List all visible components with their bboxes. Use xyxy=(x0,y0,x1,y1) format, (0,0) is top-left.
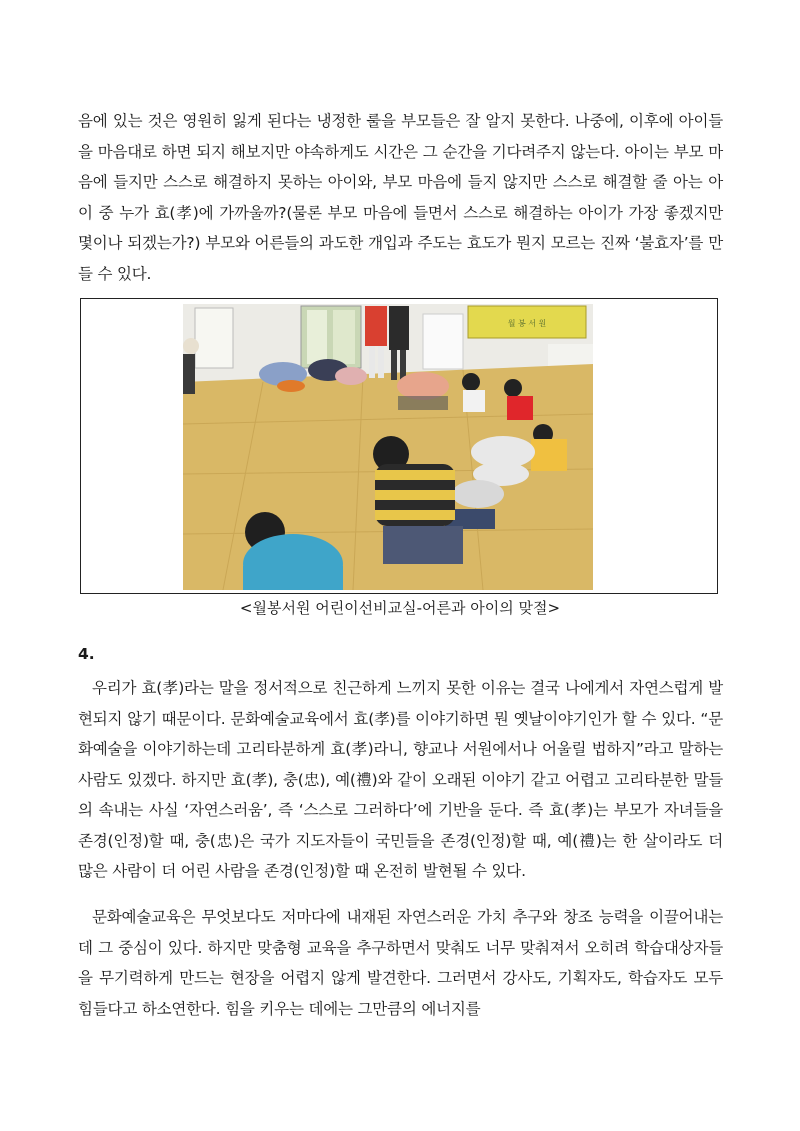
paragraph-intro: 음에 있는 것은 영원히 잃게 된다는 냉정한 룰을 부모들은 잘 알지 못한다. 나중에, 이후에 아이들을 마음대로 하면 되지 해보지만 야속하게도 시간은 그 순간을 기다려주지 않는다. 아이는 부모 마음에 들지만 스스로 해결하지 못하는 아이와, 부모 마음에 들지 않지만 스스로 해결할 줄 아는 아이 중 누가 효(孝)에 가까울까?(물론 부모 마음에 들면서 스스로 해결하는 아이가 가장 좋겠지만 몇이나 되겠는가?) 부모와 어른들의 과도한 개입과 주도는 효도가 뭔지 모르는 진짜 ‘불효자’를 만들 수 있다. xyxy=(78,112,723,283)
section-number: 4. xyxy=(78,645,95,663)
paragraph-section-4: 우리가 효(孝)라는 말을 정서적으로 친근하게 느끼지 못한 이유는 결국 나에게서 자연스럽게 발현되지 않기 때문이다. 문화예술교육에서 효(孝)를 이야기하면 뭔 옛날이야기인가 할 수 있다. “문화예술을 이야기하는데 고리타분하게 효(孝)라니, 향교나 서원에서나 어울릴 법하지”라고 말하는 사람도 있겠다. 하지만 효(孝), 충(忠), 예(禮)와 같이 오래된 이야기 같고 어렵고 고리타분한 말들의 속내는 사실 ‘자연스러움’, 즉 ‘스스로 그러하다’에 기반을 둔다. 즉 효(孝)는 부모가 자녀들을 존경(인정)할 때, 충(忠)은 국가 지도자들이 국민들을 존경(인정)할 때, 예(禮)는 한 살이라도 더 많은 사람이 더 어린 사람을 존경(인정)할 때 온전히 발현될 수 있다. xyxy=(78,679,723,880)
figure-frame xyxy=(80,298,718,594)
photo-children-bowing xyxy=(183,304,593,590)
paragraph-arts-education: 문화예술교육은 무엇보다도 저마다에 내재된 자연스러운 가치 추구와 창조 능력을 이끌어내는데 그 중심이 있다. 하지만 맞춤형 교육을 추구하면서 맞춰도 너무 맞춰져서 오히려 학습대상자들을 무기력하게 만드는 현장을 어렵지 않게 발견한다. 그러면서 강사도, 기획자도, 학습자도 모두 힘들다고 하소연한다. 힘을 키우는 데에는 그만큼의 에너지를 xyxy=(78,908,723,1018)
poster-text: 월 봉 서 원 xyxy=(507,319,547,328)
figure-caption: <월봉서원 어린이선비교실-어른과 아이의 맞절> xyxy=(239,599,561,617)
